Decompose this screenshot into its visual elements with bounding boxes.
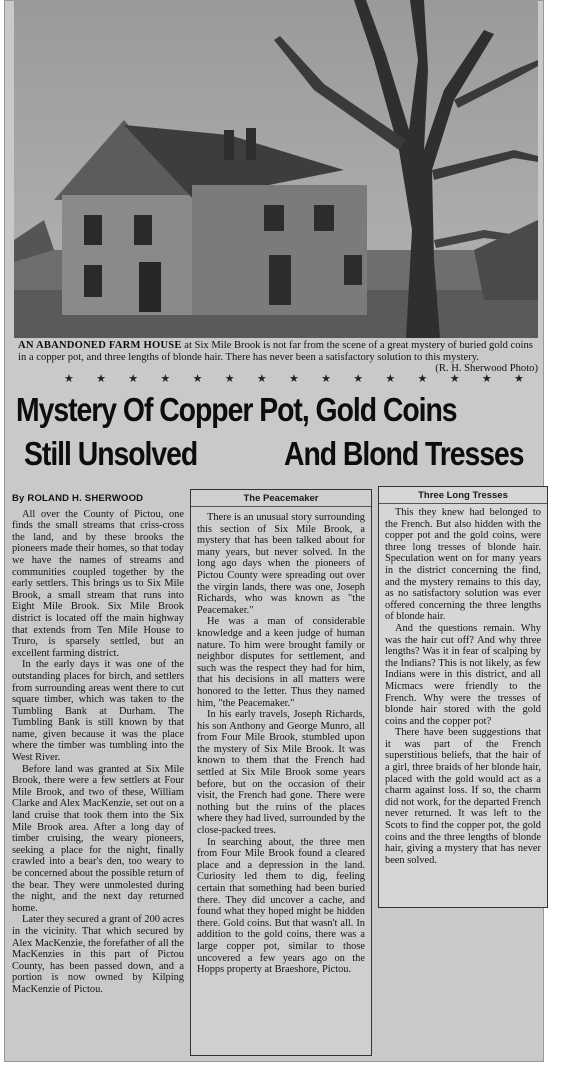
star-icon: ★ [256, 372, 267, 385]
star-icon: ★ [385, 372, 396, 385]
star-icon: ★ [192, 372, 203, 385]
article-column-2 [197, 512, 365, 1052]
star-icon: ★ [224, 372, 235, 385]
star-icon: ★ [481, 372, 492, 385]
paragraph: Before land was granted at Six Mile Brook, there were a few settlers at Four Mile Brook, and two of these, William Clarke and Alex MacKenzie, set out on a land cruise that took them into the Six Mile Brook area. After a long day of timber cruising, the weary pioneers, seeking a place for the night, finally crawled into a bear's den, too weary to be concerned about the possible return of the bear. They were unmolested during the night, and the next day returned home. [12, 763, 184, 914]
farmhouse-illustration [14, 0, 538, 338]
paragraph: In searching about, the three men from Four Mile Brook found a cleared place and a depression in the land. Curiosity led them to dig, feeling certain that something had been buried there. They did uncover a cache, and found what they hoped might be hidden there. Gold coins. But that wasn't all. In addition to the gold coins, there was a large copper pot, similar to those uncovered a few years ago on the Hopps property at Braeshore, Pictou. [197, 836, 365, 976]
box-heading: The Peacemaker [191, 490, 371, 507]
star-icon: ★ [160, 372, 171, 385]
sidebar-box-tresses [378, 486, 548, 908]
paragraph: And the questions remain. Why was the hair cut off? And why three lengths? Was it in fear of scalping by the Indians? This is not likely, as few Indians were in this district, and all Micmacs were friendly to the French. Why were the tresses of blonde hair stored with the gold coins and the copper pot? [385, 622, 541, 727]
photo-credit: (R. H. Sherwood Photo) [435, 363, 538, 374]
headline-line-2b: And Blond Tresses [284, 435, 524, 472]
star-icon: ★ [96, 372, 107, 385]
caption-text: at Six Mile Brook is not far from the scene of a great mystery of buried gold coins in a copper pot, and three lengths of blonde hair. There has never been a satisfactory solution to this mystery. [18, 340, 533, 363]
paragraph: There is an unusual story surrounding this section of Six Mile Brook, a mystery that has been talked about for many years, but never solved. In the long ago days when the pioneers of Pictou County were spreading out over the virgin lands, there was one, Joseph Richards, who was known as "the Peacemaker." [197, 512, 365, 616]
paragraph: In the early days it was one of the outstanding places for birch, and settlers from surrounding areas went there to cut square timber, which was taken to the Tumbling Bank at Durham. The Tumbling Bank is still known by that name, given because it was the place where the timber was tumbling into the West River. [12, 659, 184, 764]
paragraph: All over the County of Pictou, one finds the small streams that criss-cross the land, and by these brooks the pioneers made their homes, so that today we have the names of streams and communities coupled together by the early settlers. This brings us to Six Mile Brook, a small stream that runs into Eight Mile Brook. Six Mile Brook district is located off the main highway that extends from Ten Mile House to Truro, is sparsely settled, but an excellent farming district. [12, 508, 184, 659]
byline: By ROLAND H. SHERWOOD [12, 493, 144, 504]
article-column-1 [12, 493, 184, 1058]
newspaper-clipping [4, 0, 544, 1062]
sidebar-box-peacemaker [190, 489, 372, 1056]
article-column-3 [385, 507, 541, 903]
paragraph: In his early travels, Joseph Richards, his son Anthony and George Munro, all from Four Mile Brook, stumbled upon the mystery of Six Mile Brook. It was known to them that the French had settled at Six Mile Brook some years before, but on the occasion of their visit, the French had gone. There were nothing but the ruins of the places where they had lived, surrounded by the close-packed trees. [197, 709, 365, 837]
headline [16, 390, 546, 472]
star-divider [64, 372, 524, 385]
star-icon: ★ [513, 372, 524, 385]
headline-line-1: Mystery Of Copper Pot, Gold Coins [16, 391, 457, 428]
caption-lead: AN ABANDONED FARM HOUSE [18, 340, 182, 351]
star-icon: ★ [288, 372, 299, 385]
star-icon: ★ [64, 372, 74, 385]
star-icon: ★ [449, 372, 460, 385]
paragraph: There have been suggestions that it was part of the French superstitious beliefs, that the hair of a girl, three braids of her blonde hair, placed with the gold would act as a charm against loss. If so, the charm did not work, for the departed French never returned. It was left to the Scots to find the copper pot, the gold coins and the three lengths of blonde hair, giving a mystery that has never been solved. [385, 727, 541, 866]
star-icon: ★ [321, 372, 331, 385]
headline-line-2a: Still Unsolved [24, 435, 198, 472]
photo-caption [18, 340, 538, 375]
box-heading: Three Long Tresses [379, 487, 547, 504]
farmhouse-photo [14, 0, 538, 338]
paragraph: This they knew had belonged to the French. But also hidden with the copper pot and the gold coins, were three long tresses of blonde hair. Speculation went on for many years in the district concerning the find, and the mystery remains to this day, as no satisfactory solution was ever offered concerning the three lengths of blonde hair. [385, 507, 541, 623]
paragraph: Later they secured a grant of 200 acres in the vicinity. That which secured by Alex MacKenzie, the forefather of all the MacKenzies in this part of Pictou County, has been passed down, and a portion is now owned by Kilping MacKenzie of Pictou. [12, 914, 184, 995]
star-icon: ★ [417, 372, 428, 385]
paragraph: He was a man of considerable knowledge and a keen judge of human nature. To him were brought family or neighbor disputes for settlement, and such was the respect they had for him, that his decisions in all matters were honored to the letter. Thus they named him, "the Peacemaker." [197, 616, 365, 709]
star-icon: ★ [353, 372, 364, 385]
star-icon: ★ [128, 372, 139, 385]
